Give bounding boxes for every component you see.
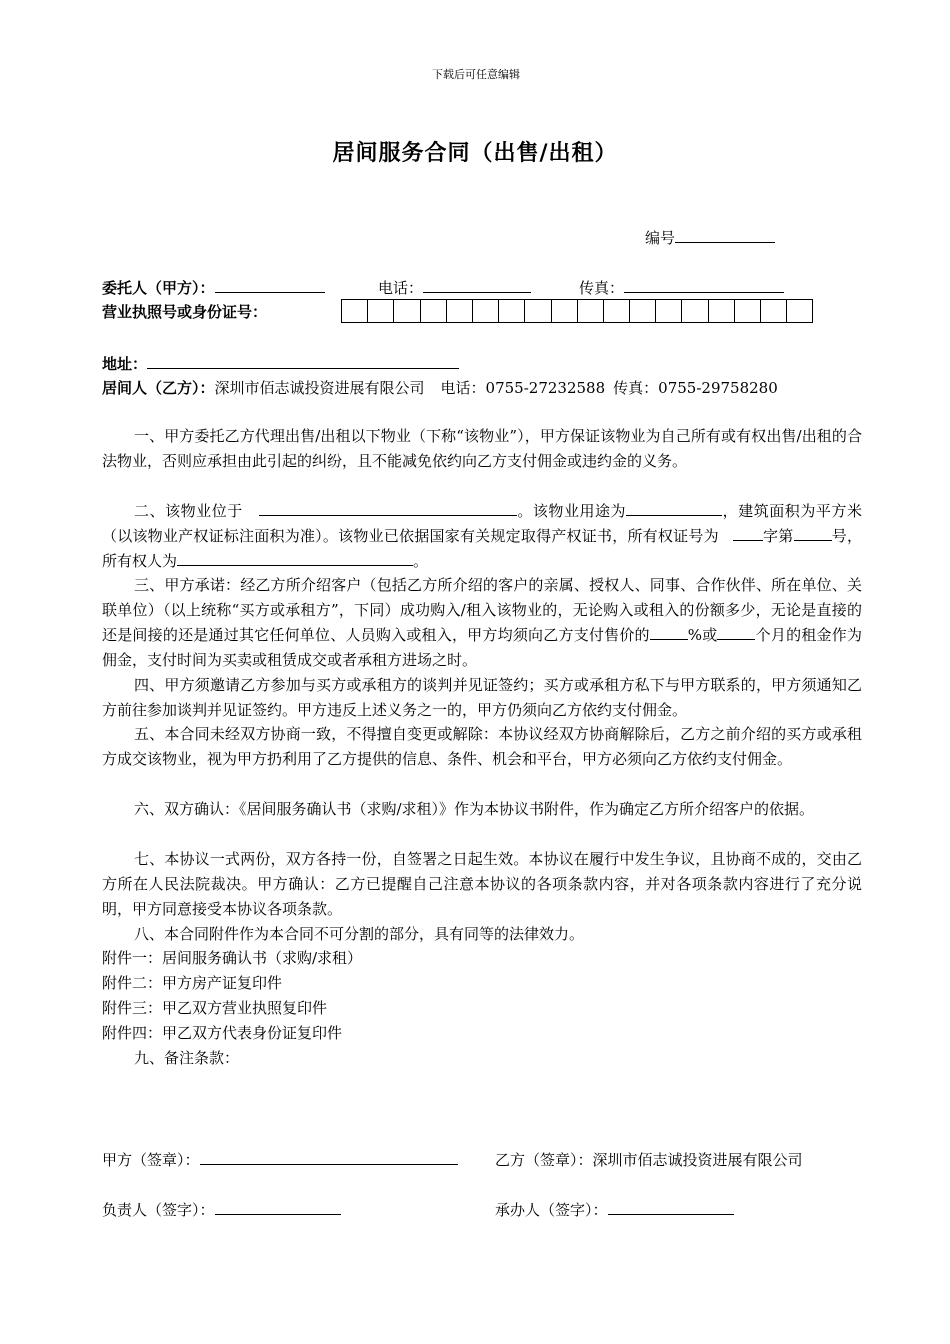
id-cell[interactable]	[525, 299, 551, 323]
party-a-seal-blank[interactable]	[200, 1148, 458, 1165]
clause-7: 七、本协议一式两份，双方各持一份，自签署之日起生效。本协议在履行中发生争议，且协商不成的，交由乙方所在人民法院裁决。甲方确认：乙方已提醒自己注意本协议的各项条款内容，并对各项条款内容进行了充分说明，甲方同意接受本协议各项条款。	[102, 850, 862, 918]
attachment-4: 附件四：甲乙双方代表身份证复印件	[102, 1024, 343, 1042]
clause-2-text: ，建筑面积为	[722, 502, 816, 520]
id-cell[interactable]	[421, 299, 447, 323]
party-b-seal-name: 深圳市佰志诚投资进展有限公司	[592, 1151, 803, 1169]
clause-2-text: 。	[413, 552, 429, 570]
party-b-label: 居间人（乙方）：	[102, 379, 215, 397]
party-a-phone-label: 电话：	[378, 279, 424, 297]
clause-6: 六、双方确认：《居间服务确认书（求购/求租）》作为本协议书附件，作为确定乙方所介绍客户的依据。	[134, 800, 815, 818]
party-b-phone-label: 电话：	[440, 379, 486, 397]
commission-months-blank[interactable]	[717, 623, 755, 640]
property-use-blank[interactable]	[626, 499, 722, 516]
id-cell[interactable]	[499, 299, 525, 323]
id-cell[interactable]	[473, 299, 499, 323]
certificate-number-blank[interactable]	[794, 524, 832, 541]
party-b-name: 深圳市佰志诚投资进展有限公司	[214, 379, 425, 397]
party-b-person-blank[interactable]	[608, 1198, 734, 1215]
id-cell[interactable]	[787, 299, 813, 323]
party-a-fax-blank[interactable]	[624, 276, 784, 293]
id-cell[interactable]	[552, 299, 578, 323]
id-cell[interactable]	[630, 299, 656, 323]
party-b-line	[102, 376, 778, 400]
clause-4: 四、甲方须邀请乙方参加与买方或承租方的谈判并见证签约；买方或承租方私下与甲方联系的，甲方须通知乙方前往参加谈判并见证签约。甲方违反上述义务之一的，甲方仍须向乙方依约支付佣金。	[102, 676, 862, 719]
contract-number	[645, 226, 775, 250]
id-cell[interactable]	[368, 299, 394, 323]
party-a-name-blank[interactable]	[215, 276, 325, 293]
clause-5: 五、本合同未经双方协商一致，不得擅自变更或解除：本协议经双方协商解除后，乙方之前介绍的买方或承租方成交该物业，视为甲方扔利用了乙方提供的信息、条件、机会和平台，甲方必须向乙方依约支付佣金。	[102, 725, 862, 768]
id-cell[interactable]	[682, 299, 708, 323]
id-cell[interactable]	[709, 299, 735, 323]
party-b-seal	[495, 1148, 803, 1172]
id-cell[interactable]	[656, 299, 682, 323]
party-a-line	[102, 276, 325, 300]
page-title: 居间服务合同（出售/出租）	[332, 141, 618, 166]
license-number-grid[interactable]	[341, 299, 813, 323]
attachment-3: 附件三：甲乙双方营业执照复印件	[102, 999, 328, 1017]
party-b-fax-label: 传真：	[613, 379, 659, 397]
attachment-1: 附件一：居间服务确认书（求购/求租）	[102, 949, 363, 967]
id-cell[interactable]	[761, 299, 787, 323]
party-b-seal-label: 乙方（签章）：	[495, 1151, 593, 1169]
party-b-phone: 0755-27232588	[485, 379, 606, 397]
commission-percent-blank[interactable]	[650, 623, 688, 640]
party-a-person-blank[interactable]	[215, 1198, 341, 1215]
clause-2-text: 字第	[762, 527, 794, 545]
id-cell[interactable]	[578, 299, 604, 323]
party-a-person-label: 负责人（签字）：	[102, 1201, 215, 1219]
id-cell[interactable]	[342, 299, 368, 323]
party-a-phone	[378, 276, 531, 300]
party-a-phone-blank[interactable]	[423, 276, 531, 293]
address-line	[102, 352, 459, 376]
party-b-fax: 0755-29758280	[658, 379, 778, 397]
party-b-person-label: 承办人（签字）：	[495, 1201, 608, 1219]
owner-name-blank[interactable]	[177, 549, 413, 566]
address-label: 地址：	[102, 355, 148, 373]
certificate-prefix-blank[interactable]	[733, 524, 763, 541]
clause-1: 一、甲方委托乙方代理出售/出租以下物业（下称“该物业”），甲方保证该物业为自己所有或有权出售/出租的合法物业，否则应承担由此引起的纠纷，且不能减免依约向乙方支付佣金或违约金的义务。	[102, 427, 862, 470]
header-note: 下载后可任意编辑	[432, 68, 520, 81]
id-cell[interactable]	[394, 299, 420, 323]
party-a-person	[102, 1198, 341, 1222]
party-a-seal	[102, 1148, 458, 1172]
party-b-person	[495, 1198, 734, 1222]
clause-3-text: 三、甲方承诺：经乙方所介绍客户（包括乙方所介绍的客户的亲属、授权人、同事、合作伙伴、所在单位、关联单位）（以上统称“买方或承租方”，下同）成功购入/租入该物业的，无论购入或租入的份额多少，无论是直接的还是间接的还是通过其它任何单位、人员购入或租入，甲方均须向乙方支付售价的	[102, 576, 862, 644]
clause-2-text: 。该物业用途为	[516, 502, 627, 520]
party-a-fax-label: 传真：	[579, 279, 625, 297]
clause-2	[102, 499, 862, 574]
clause-2-text: 平方米（以该物业产权证标注面积为准）。该物业已依据国家有关规定取得产权证书，所有权证号为	[102, 502, 862, 545]
clause-9: 九、备注条款：	[134, 1049, 240, 1067]
party-a-fax	[579, 276, 784, 300]
contract-number-blank[interactable]	[675, 226, 775, 243]
party-a-label: 委托人（甲方）：	[102, 279, 215, 297]
clause-3-text: %或	[687, 626, 718, 644]
property-location-blank[interactable]	[259, 499, 517, 516]
id-cell[interactable]	[604, 299, 630, 323]
id-cell[interactable]	[735, 299, 761, 323]
address-blank[interactable]	[147, 352, 459, 369]
clause-2-text: 二、该物业位于	[134, 502, 243, 520]
clause-2-text: 号，所有权人为	[102, 527, 862, 570]
id-cell[interactable]	[447, 299, 473, 323]
party-a-seal-label: 甲方（签章）：	[102, 1151, 200, 1169]
contract-number-label: 编号	[645, 229, 676, 247]
clause-3	[102, 573, 862, 673]
clause-8: 八、本合同附件作为本合同不可分割的部分，具有同等的法律效力。	[134, 925, 585, 943]
license-label: 营业执照号或身份证号：	[102, 303, 268, 321]
attachment-2: 附件二：甲方房产证复印件	[102, 974, 283, 992]
clause-3-text: 个月的租金作为佣金，支付时间为买卖或租赁成交或者承租方进场之时。	[102, 626, 862, 669]
